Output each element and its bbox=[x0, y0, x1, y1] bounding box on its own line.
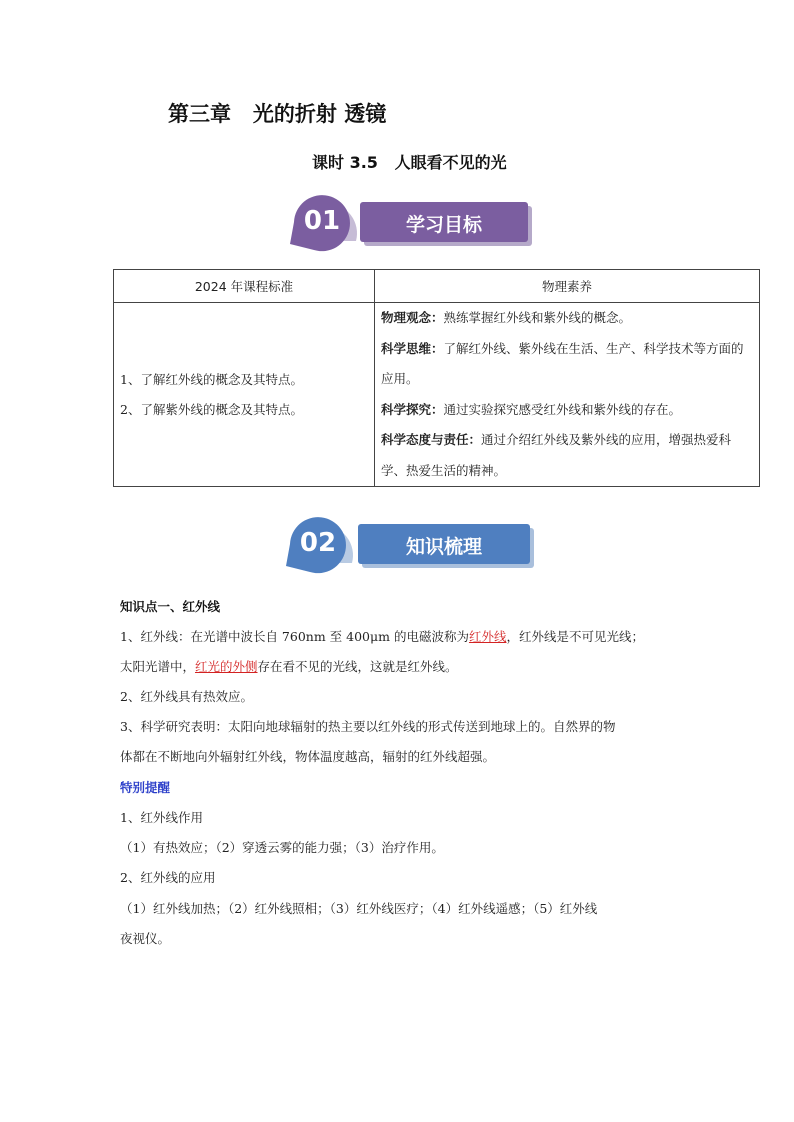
table-header-standard: 2024 年课程标准 bbox=[114, 270, 375, 303]
literacy-item bbox=[381, 425, 753, 486]
text: 太阳光谱中， bbox=[120, 659, 196, 674]
standard-item: 1、了解红外线的概念及其特点。 bbox=[120, 371, 303, 387]
goals-table bbox=[113, 269, 760, 487]
literacy-text: 熟练掌握红外线和紫外线的概念。 bbox=[443, 310, 632, 325]
literacy-item bbox=[381, 303, 753, 334]
table-header-literacy: 物理素养 bbox=[375, 270, 760, 303]
literacy-text: 通过实验探究感受红外线和紫外线的存在。 bbox=[443, 401, 682, 417]
paragraph: 2、红外线具有热效应。 bbox=[120, 689, 253, 704]
text: 存在看不见的光线，这就是红外线。 bbox=[257, 659, 458, 674]
paragraph: 3、科学研究表明：太阳向地球辐射的热主要以红外线的形式传送到地球上的。自然界的物 bbox=[120, 719, 616, 734]
text: ，红外线是不可见光线； bbox=[506, 629, 644, 644]
highlight: 红光的外侧 bbox=[195, 659, 258, 674]
standard-cell bbox=[114, 303, 375, 487]
text: 1、红外线：在光谱中波长自 760nm 至 400μm 的电磁波称为 bbox=[120, 629, 469, 644]
literacy-item bbox=[381, 395, 753, 426]
badge-label: 学习目标 bbox=[405, 214, 482, 236]
literacy-cell bbox=[375, 303, 760, 487]
paragraph: （1）有热效应；（2）穿透云雾的能力强；（3）治疗作用。 bbox=[120, 840, 444, 855]
literacy-term: 物理观念： bbox=[381, 310, 444, 325]
literacy-text: 通过介绍红外线及紫外线的应用，增强热爱科学、热爱生活的精神。 bbox=[381, 432, 732, 478]
literacy-text: 了解红外线、紫外线在生活、生产、科学技术等方面的应用。 bbox=[381, 340, 744, 386]
paragraph: 夜视仪。 bbox=[120, 931, 171, 946]
literacy-term: 科学探究： bbox=[381, 401, 444, 417]
lesson-title: 课时 3.5 人眼看不见的光 bbox=[312, 153, 507, 172]
paragraph: （1）红外线加热；（2）红外线照相；（3）红外线医疗；（4）红外线遥感；（5）红外线 bbox=[120, 901, 598, 916]
paragraph bbox=[120, 657, 458, 675]
section-badge-knowledge bbox=[280, 514, 794, 594]
literacy-term: 科学态度与责任： bbox=[381, 432, 482, 447]
special-reminder-title: 特别提醒 bbox=[120, 780, 171, 795]
subheading: 2、红外线的应用 bbox=[120, 870, 216, 885]
paragraph bbox=[120, 627, 644, 645]
paragraph: 体都在不断地向外辐射红外线，物体温度越高，辐射的红外线超强。 bbox=[120, 749, 496, 764]
badge-number: 02 bbox=[299, 528, 337, 558]
literacy-term: 科学思维： bbox=[381, 340, 444, 356]
badge-number: 01 bbox=[303, 206, 341, 236]
badge-label: 知识梳理 bbox=[405, 536, 482, 558]
knowledge-point-title: 知识点一、红外线 bbox=[120, 599, 221, 614]
standard-item: 2、了解紫外线的概念及其特点。 bbox=[120, 401, 303, 417]
section-badge-learning-goals bbox=[284, 192, 794, 272]
chapter-title: 第三章 光的折射 透镜 bbox=[168, 102, 387, 126]
highlight: 红外线 bbox=[468, 629, 507, 644]
literacy-item bbox=[381, 334, 753, 395]
subheading: 1、红外线作用 bbox=[120, 810, 203, 825]
